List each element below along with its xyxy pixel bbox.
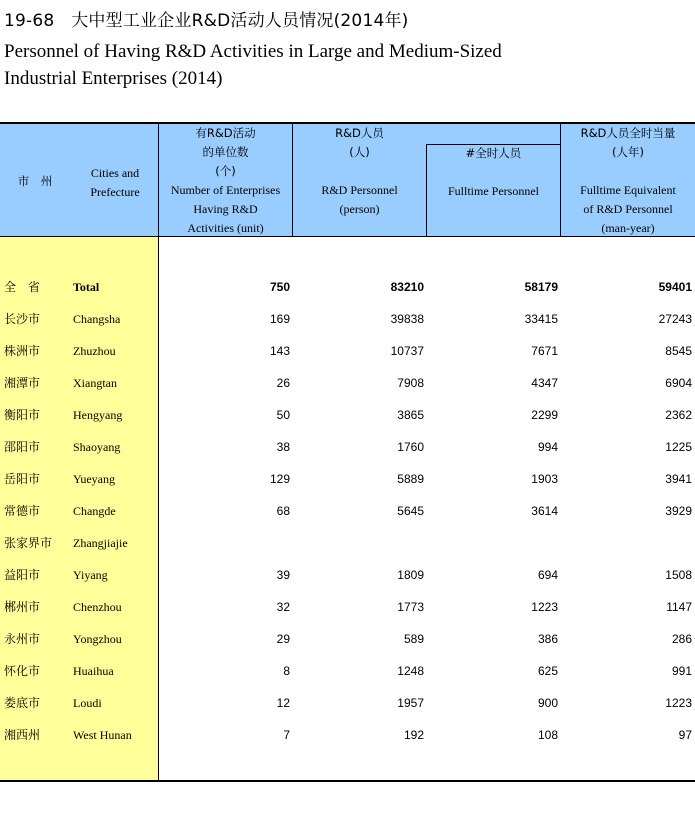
row-equivalent: 6904 [665,376,692,390]
table-row [0,725,695,757]
header-equivalent: R&D人员全时当量 (人年) Fulltime Equivalent of R&D Personnel (man-year) [580,126,676,235]
row-enterprises: 8 [283,664,290,678]
table-title-en [4,38,604,92]
row-equivalent: 1147 [666,600,692,614]
row-equivalent: 59401 [658,280,692,294]
row-fulltime: 994 [537,440,558,454]
row-personnel: 83210 [390,280,424,294]
row-enterprises: 68 [276,504,290,518]
row-equivalent: 1225 [665,440,692,454]
row-equivalent: 97 [678,728,692,742]
row-enterprises: 12 [276,696,290,710]
row-city-cn: 全 省 [4,280,41,294]
row-equivalent: 2362 [665,408,692,422]
row-city-en: Changsha [73,312,121,326]
row-equivalent: 8545 [665,344,692,358]
table-row [0,597,695,629]
header-enterprises: 有R&D活动 的单位数 (个) Number of Enterprises Having R&D Activities (unit) [170,126,281,235]
row-fulltime: 694 [537,568,558,582]
row-enterprises: 750 [269,280,290,294]
row-city-cn: 张家界市 [4,536,53,550]
row-city-en: Total [73,280,100,294]
row-city-en: West Hunan [73,728,132,742]
row-city-cn: 常德市 [4,504,41,518]
row-city-cn: 株洲市 [4,344,41,358]
row-enterprises: 32 [276,600,290,614]
row-city-cn: 岳阳市 [4,472,41,486]
row-fulltime: 33415 [524,312,558,326]
row-personnel: 5889 [397,472,424,486]
header-fulltime: #全时人员 Fulltime Personnel [448,146,539,198]
row-city-en: Zhangjiajie [73,536,128,550]
row-city-cn: 邵阳市 [4,440,41,454]
row-city-en: Chenzhou [73,600,122,614]
row-personnel: 1957 [397,696,424,710]
row-equivalent: 27243 [658,312,692,326]
table-row [0,405,695,437]
table-row [0,373,695,405]
row-enterprises: 143 [269,344,290,358]
row-fulltime: 4347 [531,376,558,390]
row-city-cn: 娄底市 [4,696,41,710]
row-city-en: Yueyang [73,472,115,486]
row-equivalent: 1223 [665,696,692,710]
row-city-en: Xiangtan [73,376,117,390]
row-personnel: 192 [403,728,424,742]
row-city-en: Yiyang [73,568,108,582]
row-fulltime: 1903 [531,472,558,486]
row-personnel: 5645 [397,504,424,518]
row-enterprises: 38 [276,440,290,454]
row-enterprises: 29 [276,632,290,646]
row-enterprises: 129 [269,472,290,486]
row-equivalent: 286 [671,632,692,646]
row-equivalent: 3929 [665,504,692,518]
row-fulltime: 900 [537,696,558,710]
row-city-en: Yongzhou [73,632,122,646]
table-row [0,437,695,469]
table-row [0,277,695,309]
table-title-en-line1: Personnel of Having R&D Activities in Large and Medium-Sized [4,41,502,62]
row-city-en: Hengyang [73,408,123,422]
row-personnel: 10737 [390,344,424,358]
row-city-en: Loudi [73,696,102,710]
row-city-en: Zhuzhou [73,344,116,358]
table-row [0,469,695,501]
row-enterprises: 39 [276,568,290,582]
table-number: 19-68 [4,11,55,31]
table-row [0,501,695,533]
table-title-cn-text: 大中型工业企业R&D活动人员情况(2014年) [71,11,409,31]
row-enterprises: 169 [269,312,290,326]
row-city-cn: 益阳市 [4,568,41,582]
table-row [0,341,695,373]
row-fulltime: 2299 [531,408,558,422]
row-fulltime: 58179 [524,280,558,294]
row-enterprises: 50 [276,408,290,422]
table-row [0,629,695,661]
row-city-en: Shaoyang [73,440,121,454]
row-city-cn: 郴州市 [4,600,41,614]
row-city-cn: 永州市 [4,632,41,646]
row-fulltime: 1223 [531,600,558,614]
row-personnel: 589 [403,632,424,646]
row-personnel: 1773 [397,600,424,614]
row-city-en: Huaihua [73,664,114,678]
table-row [0,533,695,565]
header-city-cn: 市 州 [17,174,53,188]
table-row [0,309,695,341]
row-enterprises: 26 [276,376,290,390]
table-header [0,122,695,237]
header-personnel: R&D人员 (人) R&D Personnel (person) [321,126,398,216]
table-title-cn [4,6,409,31]
row-personnel: 1809 [397,568,424,582]
row-city-cn: 长沙市 [4,312,41,326]
row-fulltime: 7671 [531,344,558,358]
header-city-en: Cities and Prefecture [90,166,140,199]
row-fulltime: 625 [537,664,558,678]
row-personnel: 1248 [397,664,424,678]
row-enterprises: 7 [283,728,290,742]
table-bottom-border [0,780,695,782]
row-personnel: 1760 [397,440,424,454]
table-row [0,661,695,693]
row-city-cn: 湘潭市 [4,376,41,390]
row-fulltime: 3614 [531,504,558,518]
row-city-en: Changde [73,504,116,518]
row-personnel: 3865 [397,408,424,422]
row-fulltime: 108 [537,728,558,742]
row-equivalent: 3941 [665,472,692,486]
row-equivalent: 991 [671,664,692,678]
row-equivalent: 1508 [665,568,692,582]
row-personnel: 39838 [390,312,424,326]
row-city-cn: 衡阳市 [4,408,41,422]
table-row [0,693,695,725]
table-title-en-line2: Industrial Enterprises (2014) [4,68,223,89]
row-city-cn: 湘西州 [4,728,41,742]
row-personnel: 7908 [397,376,424,390]
row-city-cn: 怀化市 [4,664,41,678]
row-fulltime: 386 [537,632,558,646]
table-row [0,565,695,597]
